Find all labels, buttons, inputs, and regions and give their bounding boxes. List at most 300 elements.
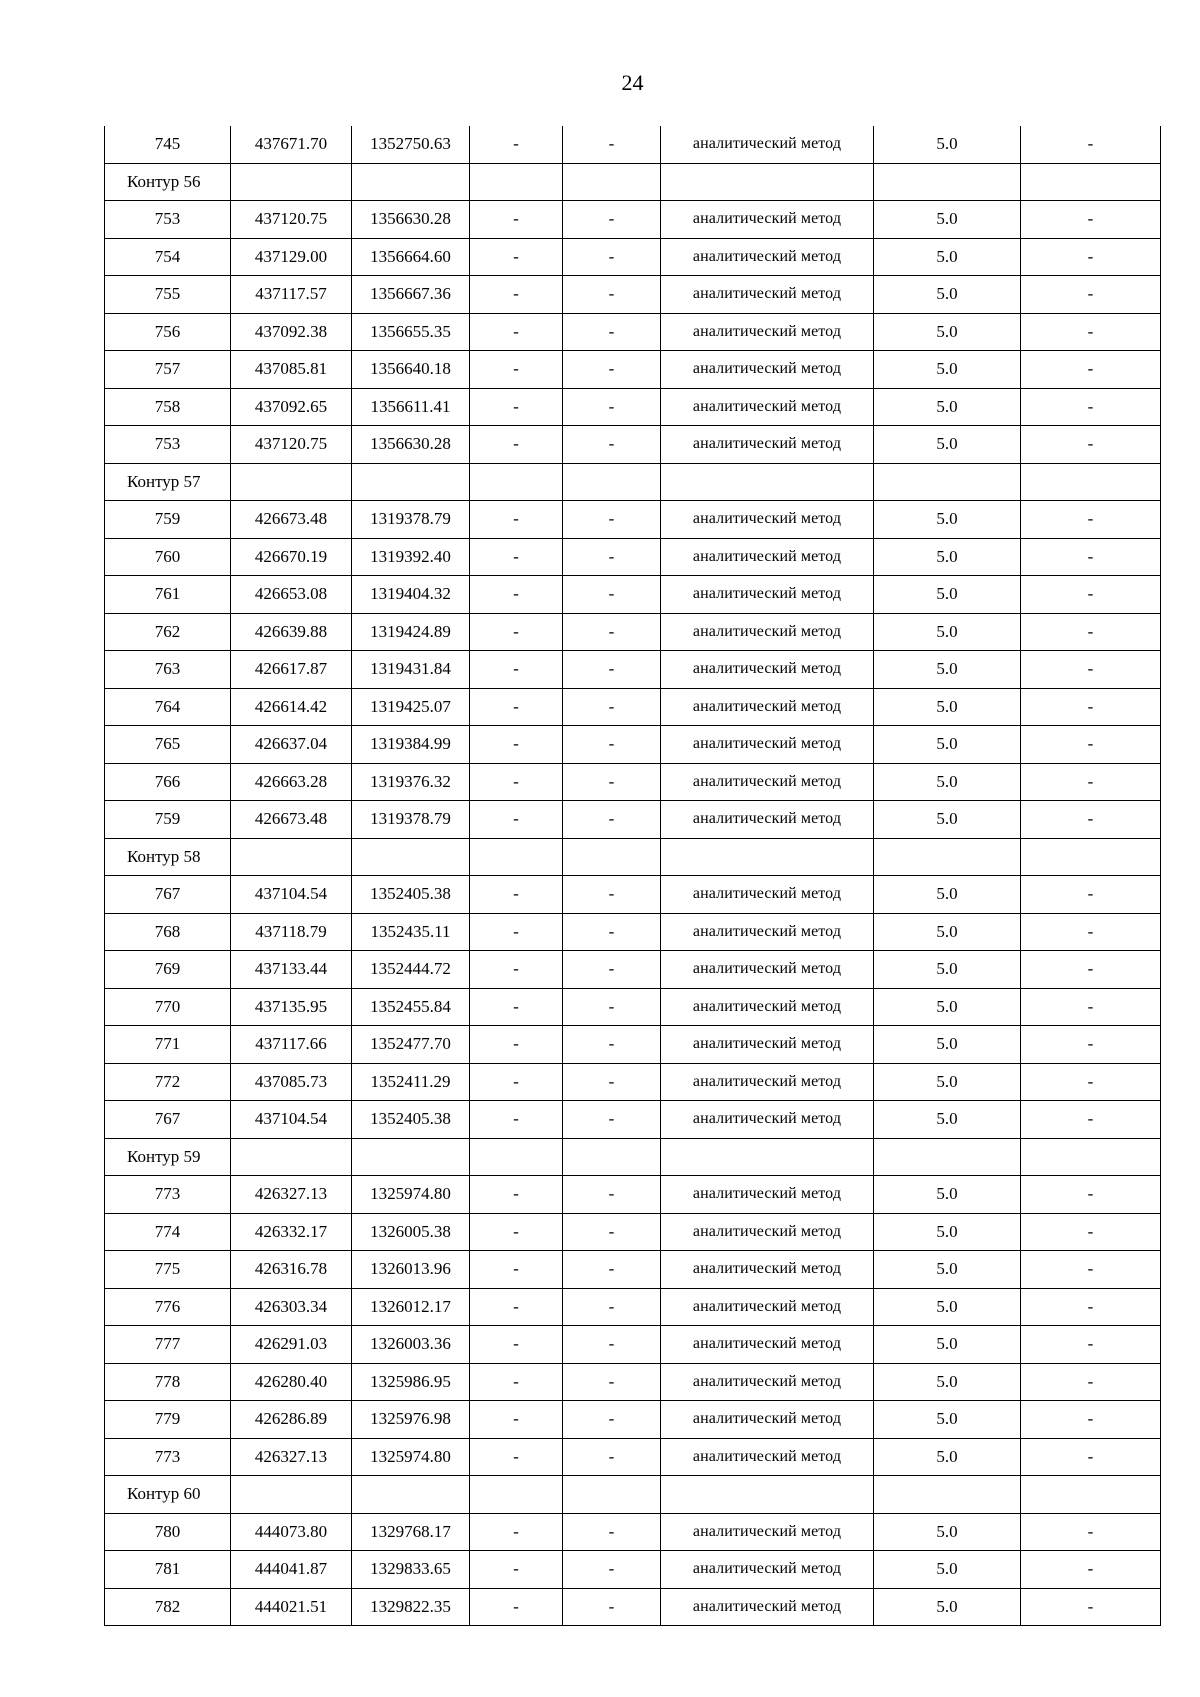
method-cell: аналитический метод [661, 1101, 874, 1139]
empty-cell-8: - [1021, 1326, 1161, 1364]
table-row [105, 1213, 1161, 1251]
method-cell: аналитический метод [661, 1401, 874, 1439]
empty-cell-8: - [1021, 1588, 1161, 1626]
empty-cell-8: - [1021, 1063, 1161, 1101]
y-coordinate-cell: 1356664.60 [352, 238, 470, 276]
accuracy-cell: 5.0 [874, 1288, 1021, 1326]
x-coordinate-cell: 426316.78 [231, 1251, 352, 1289]
empty-cell [874, 163, 1021, 201]
table-row [105, 1026, 1161, 1064]
method-cell: аналитический метод [661, 913, 874, 951]
x-coordinate-cell: 437085.81 [231, 351, 352, 389]
point-number-cell: 759 [105, 801, 231, 839]
method-cell: аналитический метод [661, 388, 874, 426]
empty-cell-5: - [563, 1176, 661, 1214]
accuracy-cell: 5.0 [874, 613, 1021, 651]
x-coordinate-cell: 426291.03 [231, 1326, 352, 1364]
table-row [105, 576, 1161, 614]
empty-cell-4: - [470, 1363, 563, 1401]
empty-cell-5: - [563, 1326, 661, 1364]
empty-cell [470, 1138, 563, 1176]
empty-cell [352, 463, 470, 501]
y-coordinate-cell: 1319425.07 [352, 688, 470, 726]
empty-cell-8: - [1021, 238, 1161, 276]
y-coordinate-cell: 1352411.29 [352, 1063, 470, 1101]
table-row [105, 1588, 1161, 1626]
empty-cell-4: - [470, 1176, 563, 1214]
empty-cell-8: - [1021, 1176, 1161, 1214]
empty-cell-4: - [470, 388, 563, 426]
empty-cell-4: - [470, 1213, 563, 1251]
empty-cell-8: - [1021, 501, 1161, 539]
accuracy-cell: 5.0 [874, 538, 1021, 576]
empty-cell-5: - [563, 688, 661, 726]
table-row [105, 1438, 1161, 1476]
empty-cell-8: - [1021, 1363, 1161, 1401]
y-coordinate-cell: 1319376.32 [352, 763, 470, 801]
empty-cell-5: - [563, 1026, 661, 1064]
empty-cell-8: - [1021, 651, 1161, 689]
y-coordinate-cell: 1329833.65 [352, 1551, 470, 1589]
empty-cell-4: - [470, 763, 563, 801]
y-coordinate-cell: 1329768.17 [352, 1513, 470, 1551]
empty-cell [352, 163, 470, 201]
point-number-cell: 759 [105, 501, 231, 539]
y-coordinate-cell: 1352750.63 [352, 126, 470, 163]
accuracy-cell: 5.0 [874, 1363, 1021, 1401]
point-number-cell: 753 [105, 201, 231, 239]
contour-header-row [105, 463, 1161, 501]
empty-cell-5: - [563, 201, 661, 239]
x-coordinate-cell: 426303.34 [231, 1288, 352, 1326]
empty-cell-4: - [470, 876, 563, 914]
empty-cell [874, 463, 1021, 501]
empty-cell [1021, 1476, 1161, 1514]
empty-cell-5: - [563, 238, 661, 276]
method-cell: аналитический метод [661, 1326, 874, 1364]
empty-cell [563, 463, 661, 501]
empty-cell [352, 838, 470, 876]
page-number: 24 [621, 70, 644, 95]
table-row [105, 388, 1161, 426]
method-cell: аналитический метод [661, 613, 874, 651]
y-coordinate-cell: 1352405.38 [352, 1101, 470, 1139]
empty-cell-5: - [563, 988, 661, 1026]
y-coordinate-cell: 1325974.80 [352, 1176, 470, 1214]
empty-cell-8: - [1021, 876, 1161, 914]
table-row [105, 501, 1161, 539]
empty-cell-8: - [1021, 313, 1161, 351]
contour-header-row [105, 163, 1161, 201]
accuracy-cell: 5.0 [874, 1513, 1021, 1551]
accuracy-cell: 5.0 [874, 913, 1021, 951]
empty-cell [1021, 838, 1161, 876]
accuracy-cell: 5.0 [874, 313, 1021, 351]
empty-cell-4: - [470, 613, 563, 651]
empty-cell [563, 163, 661, 201]
x-coordinate-cell: 426286.89 [231, 1401, 352, 1439]
empty-cell-4: - [470, 688, 563, 726]
method-cell: аналитический метод [661, 1026, 874, 1064]
accuracy-cell: 5.0 [874, 763, 1021, 801]
empty-cell-5: - [563, 613, 661, 651]
method-cell: аналитический метод [661, 351, 874, 389]
accuracy-cell: 5.0 [874, 726, 1021, 764]
y-coordinate-cell: 1356611.41 [352, 388, 470, 426]
x-coordinate-cell: 426617.87 [231, 651, 352, 689]
empty-cell-8: - [1021, 1288, 1161, 1326]
x-coordinate-cell: 426673.48 [231, 801, 352, 839]
point-number-cell: 760 [105, 538, 231, 576]
empty-cell-4: - [470, 238, 563, 276]
empty-cell-4: - [470, 726, 563, 764]
empty-cell-4: - [470, 801, 563, 839]
empty-cell-8: - [1021, 201, 1161, 239]
y-coordinate-cell: 1319431.84 [352, 651, 470, 689]
contour-label: Контур 57 [105, 463, 231, 501]
empty-cell [470, 838, 563, 876]
accuracy-cell: 5.0 [874, 988, 1021, 1026]
x-coordinate-cell: 426332.17 [231, 1213, 352, 1251]
contour-label: Контур 58 [105, 838, 231, 876]
y-coordinate-cell: 1325976.98 [352, 1401, 470, 1439]
method-cell: аналитический метод [661, 651, 874, 689]
y-coordinate-cell: 1356655.35 [352, 313, 470, 351]
accuracy-cell: 5.0 [874, 1588, 1021, 1626]
point-number-cell: 776 [105, 1288, 231, 1326]
empty-cell [1021, 1138, 1161, 1176]
empty-cell [231, 463, 352, 501]
empty-cell-4: - [470, 1513, 563, 1551]
empty-cell-8: - [1021, 1101, 1161, 1139]
empty-cell-4: - [470, 313, 563, 351]
x-coordinate-cell: 437085.73 [231, 1063, 352, 1101]
y-coordinate-cell: 1352444.72 [352, 951, 470, 989]
point-number-cell: 768 [105, 913, 231, 951]
empty-cell-8: - [1021, 388, 1161, 426]
empty-cell-8: - [1021, 913, 1161, 951]
point-number-cell: 754 [105, 238, 231, 276]
accuracy-cell: 5.0 [874, 1063, 1021, 1101]
empty-cell-8: - [1021, 1551, 1161, 1589]
empty-cell-5: - [563, 426, 661, 464]
x-coordinate-cell: 444073.80 [231, 1513, 352, 1551]
empty-cell [661, 163, 874, 201]
empty-cell [661, 1138, 874, 1176]
empty-cell-4: - [470, 951, 563, 989]
empty-cell [874, 1138, 1021, 1176]
y-coordinate-cell: 1326013.96 [352, 1251, 470, 1289]
point-number-cell: 753 [105, 426, 231, 464]
y-coordinate-cell: 1356630.28 [352, 201, 470, 239]
method-cell: аналитический метод [661, 201, 874, 239]
coordinates-table [104, 126, 1161, 1626]
x-coordinate-cell: 426663.28 [231, 763, 352, 801]
empty-cell-4: - [470, 501, 563, 539]
empty-cell-8: - [1021, 1026, 1161, 1064]
point-number-cell: 780 [105, 1513, 231, 1551]
empty-cell-5: - [563, 1288, 661, 1326]
empty-cell-5: - [563, 576, 661, 614]
empty-cell-4: - [470, 1251, 563, 1289]
empty-cell-4: - [470, 201, 563, 239]
point-number-cell: 773 [105, 1176, 231, 1214]
empty-cell-8: - [1021, 1251, 1161, 1289]
empty-cell-8: - [1021, 801, 1161, 839]
table-row [105, 1363, 1161, 1401]
accuracy-cell: 5.0 [874, 1176, 1021, 1214]
table-row [105, 126, 1161, 163]
contour-label: Контур 60 [105, 1476, 231, 1514]
empty-cell-8: - [1021, 688, 1161, 726]
table-row [105, 313, 1161, 351]
empty-cell-5: - [563, 801, 661, 839]
empty-cell-4: - [470, 1551, 563, 1589]
method-cell: аналитический метод [661, 126, 874, 163]
accuracy-cell: 5.0 [874, 576, 1021, 614]
x-coordinate-cell: 444041.87 [231, 1551, 352, 1589]
x-coordinate-cell: 437120.75 [231, 201, 352, 239]
point-number-cell: 781 [105, 1551, 231, 1589]
y-coordinate-cell: 1326003.36 [352, 1326, 470, 1364]
point-number-cell: 777 [105, 1326, 231, 1364]
empty-cell-5: - [563, 538, 661, 576]
y-coordinate-cell: 1326012.17 [352, 1288, 470, 1326]
empty-cell [563, 1138, 661, 1176]
accuracy-cell: 5.0 [874, 1438, 1021, 1476]
method-cell: аналитический метод [661, 1251, 874, 1289]
contour-label: Контур 59 [105, 1138, 231, 1176]
accuracy-cell: 5.0 [874, 876, 1021, 914]
empty-cell-4: - [470, 276, 563, 314]
empty-cell-5: - [563, 388, 661, 426]
empty-cell-5: - [563, 951, 661, 989]
empty-cell-4: - [470, 1026, 563, 1064]
table-row [105, 201, 1161, 239]
y-coordinate-cell: 1325974.80 [352, 1438, 470, 1476]
point-number-cell: 773 [105, 1438, 231, 1476]
accuracy-cell: 5.0 [874, 201, 1021, 239]
empty-cell [563, 838, 661, 876]
y-coordinate-cell: 1319384.99 [352, 726, 470, 764]
point-number-cell: 769 [105, 951, 231, 989]
empty-cell-5: - [563, 1438, 661, 1476]
empty-cell [661, 838, 874, 876]
table-row [105, 426, 1161, 464]
accuracy-cell: 5.0 [874, 388, 1021, 426]
table-row [105, 1551, 1161, 1589]
accuracy-cell: 5.0 [874, 126, 1021, 163]
empty-cell [470, 1476, 563, 1514]
x-coordinate-cell: 426327.13 [231, 1176, 352, 1214]
y-coordinate-cell: 1356667.36 [352, 276, 470, 314]
empty-cell-4: - [470, 538, 563, 576]
table-row [105, 613, 1161, 651]
contour-header-row [105, 838, 1161, 876]
table-row [105, 913, 1161, 951]
empty-cell-5: - [563, 1101, 661, 1139]
accuracy-cell: 5.0 [874, 276, 1021, 314]
y-coordinate-cell: 1319392.40 [352, 538, 470, 576]
method-cell: аналитический метод [661, 1213, 874, 1251]
method-cell: аналитический метод [661, 276, 874, 314]
method-cell: аналитический метод [661, 313, 874, 351]
table-row [105, 801, 1161, 839]
empty-cell-8: - [1021, 1513, 1161, 1551]
table-row [105, 1251, 1161, 1289]
method-cell: аналитический метод [661, 1438, 874, 1476]
empty-cell [1021, 463, 1161, 501]
point-number-cell: 782 [105, 1588, 231, 1626]
accuracy-cell: 5.0 [874, 351, 1021, 389]
x-coordinate-cell: 437120.75 [231, 426, 352, 464]
accuracy-cell: 5.0 [874, 651, 1021, 689]
y-coordinate-cell: 1352455.84 [352, 988, 470, 1026]
method-cell: аналитический метод [661, 763, 874, 801]
x-coordinate-cell: 437104.54 [231, 1101, 352, 1139]
accuracy-cell: 5.0 [874, 801, 1021, 839]
empty-cell-5: - [563, 501, 661, 539]
x-coordinate-cell: 437117.66 [231, 1026, 352, 1064]
table-row [105, 1063, 1161, 1101]
x-coordinate-cell: 426673.48 [231, 501, 352, 539]
table-row [105, 688, 1161, 726]
empty-cell [874, 838, 1021, 876]
accuracy-cell: 5.0 [874, 501, 1021, 539]
empty-cell-4: - [470, 1401, 563, 1439]
point-number-cell: 765 [105, 726, 231, 764]
empty-cell-8: - [1021, 1438, 1161, 1476]
table-row [105, 726, 1161, 764]
empty-cell-4: - [470, 126, 563, 163]
y-coordinate-cell: 1319404.32 [352, 576, 470, 614]
x-coordinate-cell: 426280.40 [231, 1363, 352, 1401]
y-coordinate-cell: 1356630.28 [352, 426, 470, 464]
table-row [105, 1401, 1161, 1439]
empty-cell [352, 1138, 470, 1176]
x-coordinate-cell: 437118.79 [231, 913, 352, 951]
empty-cell [470, 463, 563, 501]
table-row [105, 538, 1161, 576]
y-coordinate-cell: 1352405.38 [352, 876, 470, 914]
empty-cell-5: - [563, 1063, 661, 1101]
accuracy-cell: 5.0 [874, 1101, 1021, 1139]
x-coordinate-cell: 437133.44 [231, 951, 352, 989]
method-cell: аналитический метод [661, 576, 874, 614]
table-row [105, 651, 1161, 689]
empty-cell-4: - [470, 1101, 563, 1139]
x-coordinate-cell: 426653.08 [231, 576, 352, 614]
point-number-cell: 757 [105, 351, 231, 389]
method-cell: аналитический метод [661, 1588, 874, 1626]
empty-cell-5: - [563, 763, 661, 801]
x-coordinate-cell: 437117.57 [231, 276, 352, 314]
table-row [105, 988, 1161, 1026]
x-coordinate-cell: 437092.38 [231, 313, 352, 351]
table-row [105, 763, 1161, 801]
contour-label: Контур 56 [105, 163, 231, 201]
x-coordinate-cell: 426639.88 [231, 613, 352, 651]
empty-cell-8: - [1021, 763, 1161, 801]
point-number-cell: 779 [105, 1401, 231, 1439]
y-coordinate-cell: 1326005.38 [352, 1213, 470, 1251]
y-coordinate-cell: 1319378.79 [352, 801, 470, 839]
empty-cell [352, 1476, 470, 1514]
point-number-cell: 745 [105, 126, 231, 163]
method-cell: аналитический метод [661, 1551, 874, 1589]
method-cell: аналитический метод [661, 1288, 874, 1326]
method-cell: аналитический метод [661, 1363, 874, 1401]
empty-cell [1021, 163, 1161, 201]
table-row [105, 1176, 1161, 1214]
empty-cell [563, 1476, 661, 1514]
empty-cell-8: - [1021, 126, 1161, 163]
coordinates-table-body [105, 126, 1161, 1626]
empty-cell-4: - [470, 1288, 563, 1326]
empty-cell-4: - [470, 1588, 563, 1626]
method-cell: аналитический метод [661, 988, 874, 1026]
empty-cell-5: - [563, 726, 661, 764]
point-number-cell: 767 [105, 876, 231, 914]
empty-cell-4: - [470, 351, 563, 389]
empty-cell-5: - [563, 126, 661, 163]
x-coordinate-cell: 437092.65 [231, 388, 352, 426]
empty-cell [661, 1476, 874, 1514]
point-number-cell: 766 [105, 763, 231, 801]
point-number-cell: 778 [105, 1363, 231, 1401]
y-coordinate-cell: 1319378.79 [352, 501, 470, 539]
method-cell: аналитический метод [661, 1176, 874, 1214]
x-coordinate-cell: 437104.54 [231, 876, 352, 914]
y-coordinate-cell: 1352435.11 [352, 913, 470, 951]
method-cell: аналитический метод [661, 1513, 874, 1551]
empty-cell [470, 163, 563, 201]
method-cell: аналитический метод [661, 951, 874, 989]
x-coordinate-cell: 426327.13 [231, 1438, 352, 1476]
empty-cell [231, 163, 352, 201]
empty-cell [231, 1138, 352, 1176]
y-coordinate-cell: 1352477.70 [352, 1026, 470, 1064]
table-row [105, 276, 1161, 314]
empty-cell-8: - [1021, 426, 1161, 464]
point-number-cell: 772 [105, 1063, 231, 1101]
point-number-cell: 755 [105, 276, 231, 314]
y-coordinate-cell: 1329822.35 [352, 1588, 470, 1626]
table-row [105, 351, 1161, 389]
point-number-cell: 771 [105, 1026, 231, 1064]
method-cell: аналитический метод [661, 501, 874, 539]
table-row [105, 876, 1161, 914]
empty-cell-4: - [470, 1063, 563, 1101]
empty-cell-5: - [563, 1213, 661, 1251]
empty-cell-5: - [563, 1401, 661, 1439]
accuracy-cell: 5.0 [874, 426, 1021, 464]
contour-header-row [105, 1138, 1161, 1176]
x-coordinate-cell: 426670.19 [231, 538, 352, 576]
empty-cell-5: - [563, 1513, 661, 1551]
accuracy-cell: 5.0 [874, 1401, 1021, 1439]
x-coordinate-cell: 437129.00 [231, 238, 352, 276]
empty-cell-8: - [1021, 726, 1161, 764]
y-coordinate-cell: 1325986.95 [352, 1363, 470, 1401]
contour-header-row [105, 1476, 1161, 1514]
empty-cell-4: - [470, 651, 563, 689]
empty-cell-5: - [563, 276, 661, 314]
empty-cell-5: - [563, 351, 661, 389]
empty-cell-5: - [563, 876, 661, 914]
accuracy-cell: 5.0 [874, 1551, 1021, 1589]
empty-cell-4: - [470, 1326, 563, 1364]
